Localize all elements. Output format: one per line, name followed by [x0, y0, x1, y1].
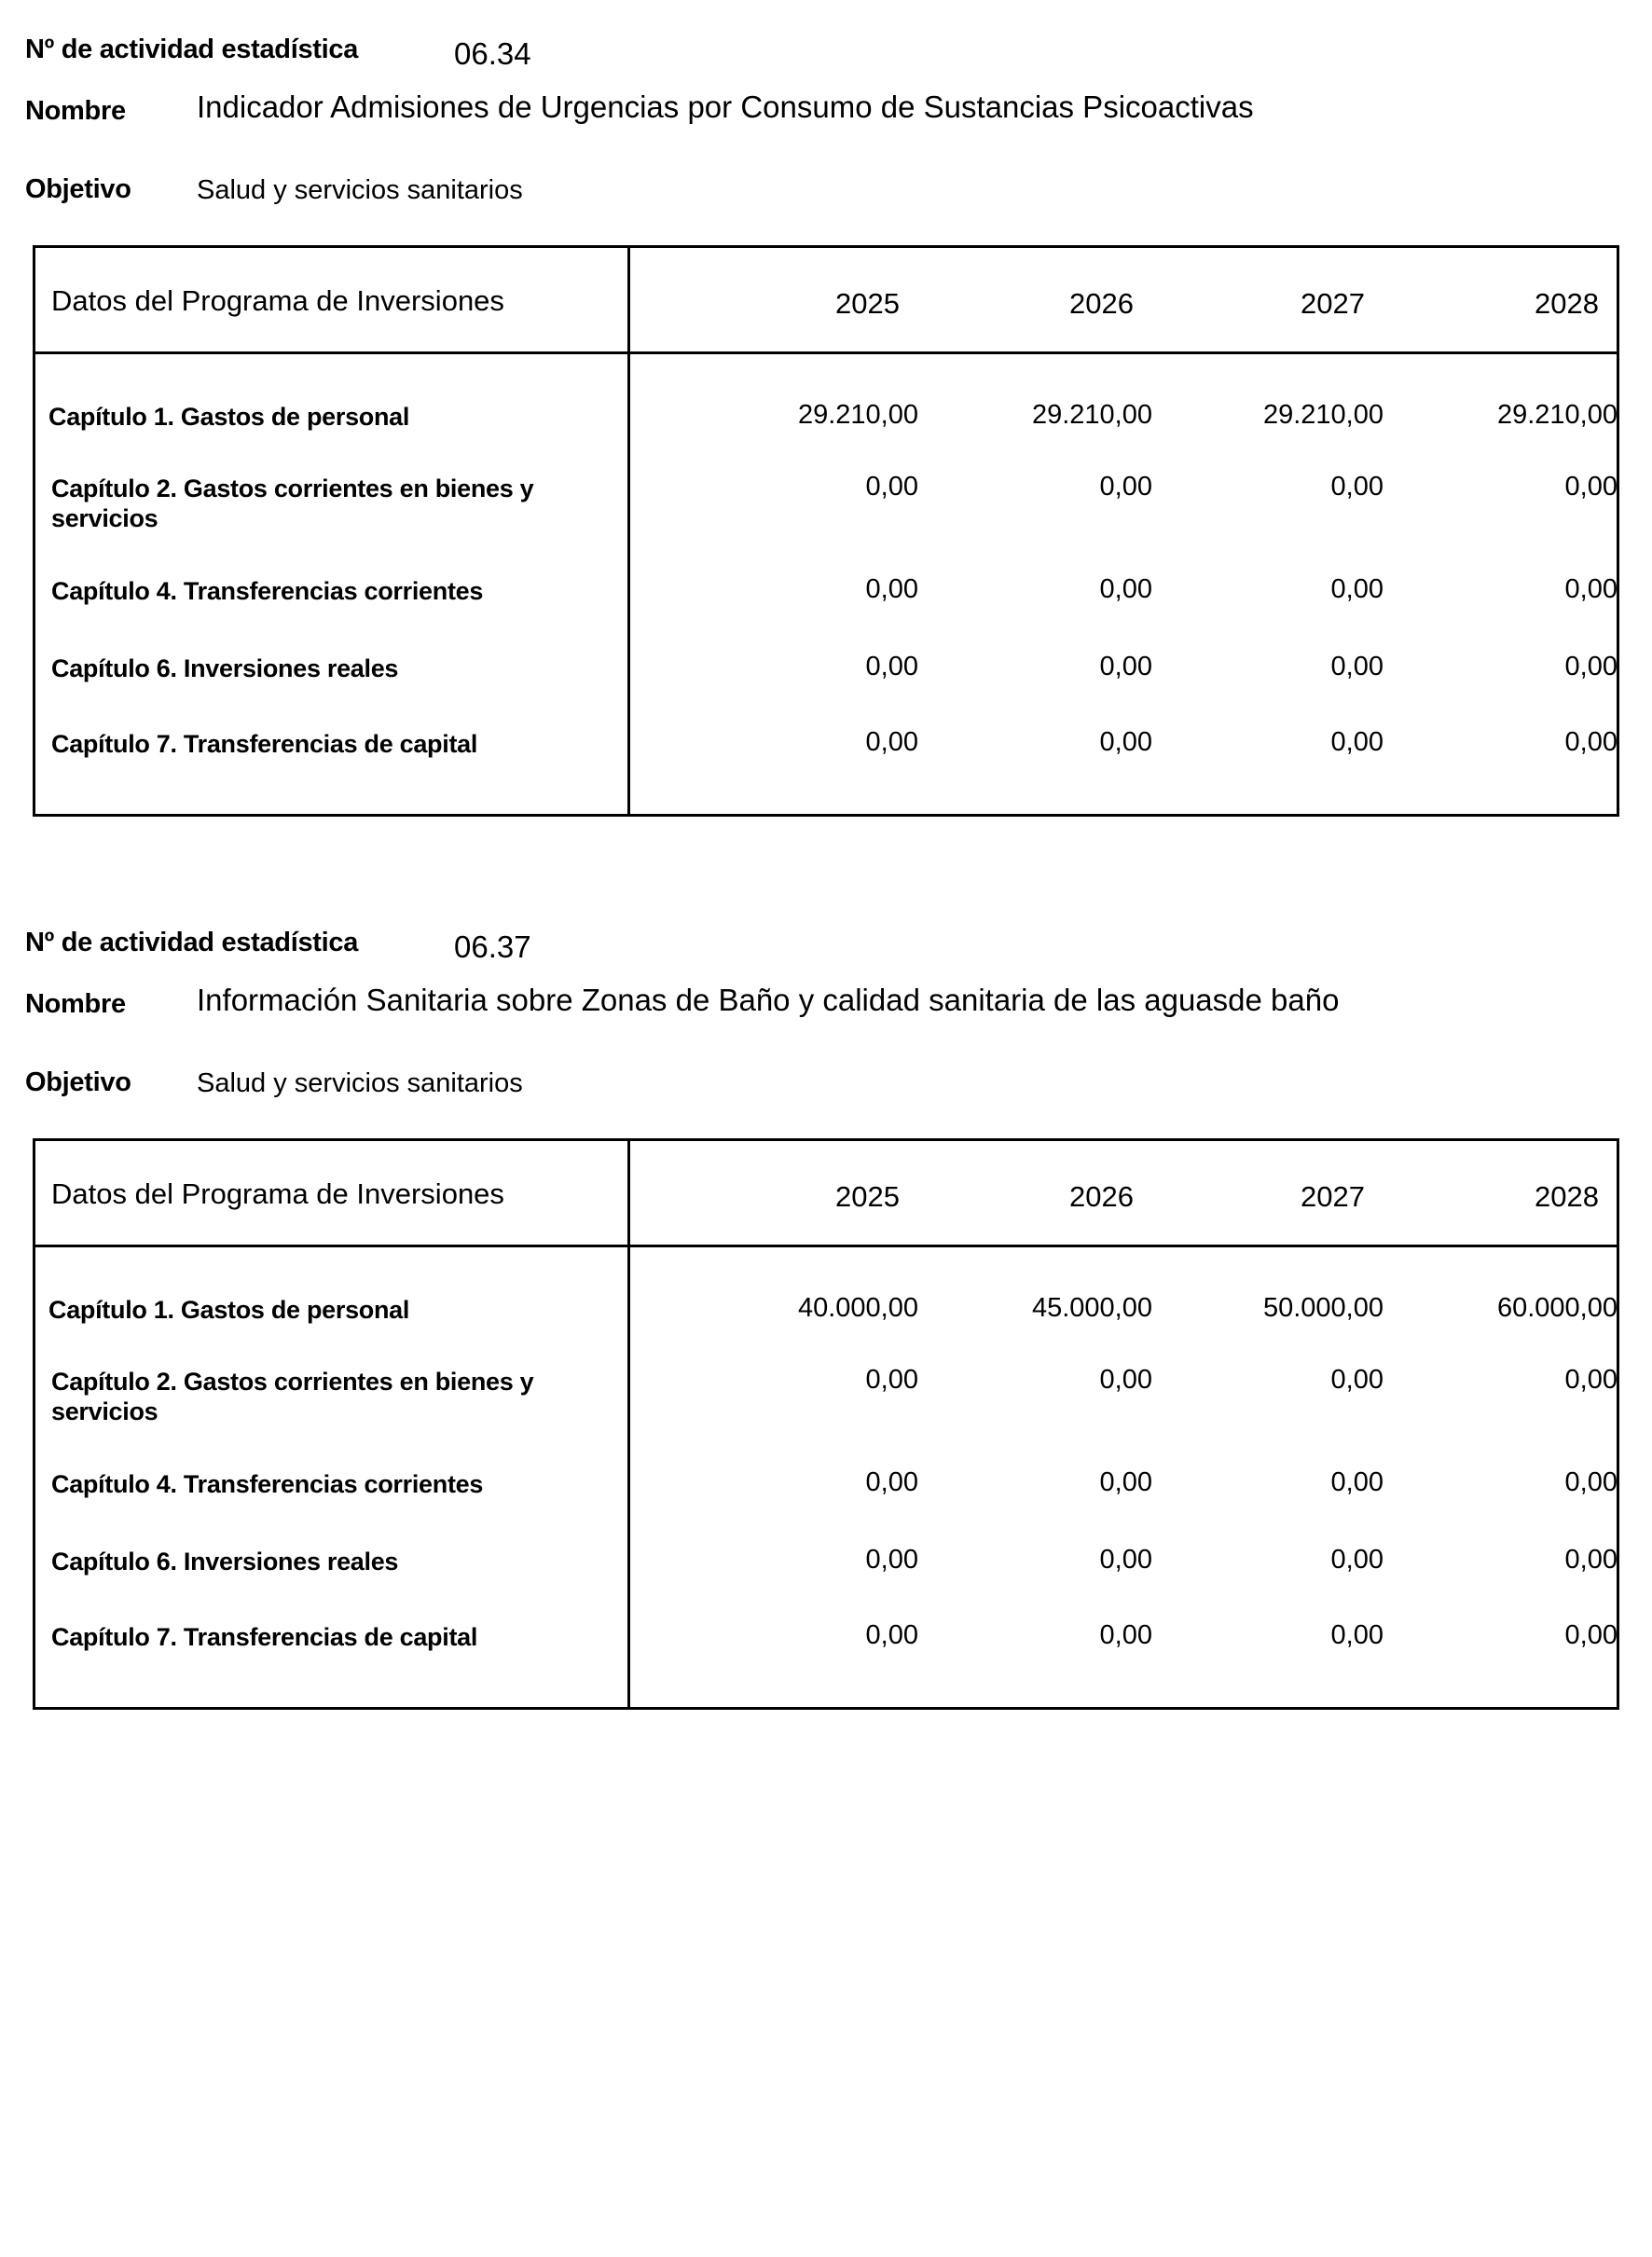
year-header: 2025 [835, 287, 900, 320]
table-cell: 45.000,00 [1031, 1293, 1152, 1323]
row-label: Capítulo 2. Gastos corrientes en bienes y servicios [51, 1368, 534, 1425]
table-cell: 0,00 [1099, 1467, 1152, 1497]
table-header-title: Datos del Programa de Inversiones [51, 1177, 504, 1210]
table-cell: 29.210,00 [1496, 400, 1618, 430]
table-cell: 0,00 [865, 727, 918, 757]
table-cell: 0,00 [1099, 1365, 1152, 1395]
table-cell: 0,00 [1330, 472, 1384, 502]
table-cell: 0,00 [1099, 574, 1152, 604]
table-cell: 40.000,00 [797, 1293, 918, 1323]
table-header-title: Datos del Programa de Inversiones [51, 284, 504, 317]
year-header: 2027 [1301, 287, 1365, 320]
activity-number-label: Nº de actividad estadística [25, 34, 359, 64]
year-header: 2026 [1069, 1180, 1134, 1213]
table-cell: 0,00 [865, 1467, 918, 1497]
row-label: Capítulo 4. Transferencias corrientes [51, 577, 484, 605]
table-cell: 0,00 [1564, 727, 1618, 757]
table-cell: 0,00 [1099, 472, 1152, 502]
table-cell: 29.210,00 [1031, 400, 1152, 430]
activity-number: 06.34 [454, 36, 531, 71]
year-header: 2026 [1069, 287, 1134, 320]
table-cell: 0,00 [865, 1365, 918, 1395]
table-cell: 0,00 [1330, 1545, 1384, 1575]
table-cell: 0,00 [865, 472, 918, 502]
year-header: 2025 [835, 1180, 900, 1213]
table-divider-vertical [627, 1141, 630, 1707]
table-cell: 0,00 [865, 1545, 918, 1575]
name-label: Nombre [25, 96, 126, 126]
table-divider-vertical [627, 248, 630, 814]
row-label: Capítulo 6. Inversiones reales [51, 1548, 399, 1576]
row-label: Capítulo 7. Transferencias de capital [51, 1623, 478, 1651]
table-cell: 0,00 [1330, 652, 1384, 681]
year-header: 2028 [1535, 287, 1599, 320]
table-cell: 50.000,00 [1262, 1293, 1384, 1323]
activity-objective: Salud y servicios sanitarios [197, 1068, 523, 1098]
table-cell: 0,00 [1564, 1365, 1618, 1395]
table-cell: 0,00 [1330, 574, 1384, 604]
table-divider-horizontal [35, 351, 1617, 354]
row-label: Capítulo 7. Transferencias de capital [51, 730, 478, 758]
table-cell: 60.000,00 [1496, 1293, 1618, 1323]
row-label: Capítulo 1. Gastos de personal [48, 403, 410, 431]
activity-name: Información Sanitaria sobre Zonas de Baño y calidad sanitaria de las aguasde baño [197, 983, 1340, 1017]
table-divider-horizontal [35, 1245, 1617, 1247]
table-cell: 0,00 [1330, 1467, 1384, 1497]
row-label: Capítulo 4. Transferencias corrientes [51, 1470, 484, 1498]
table-cell: 0,00 [1099, 1545, 1152, 1575]
investment-table [33, 245, 1619, 817]
table-cell: 0,00 [865, 652, 918, 681]
investment-table [33, 1138, 1619, 1710]
table-cell: 0,00 [1564, 652, 1618, 681]
table-cell: 0,00 [1564, 1467, 1618, 1497]
table-cell: 0,00 [1564, 472, 1618, 502]
table-cell: 0,00 [1330, 1365, 1384, 1395]
table-cell: 0,00 [865, 1620, 918, 1650]
name-label: Nombre [25, 989, 126, 1019]
table-cell: 0,00 [1099, 1620, 1152, 1650]
year-header: 2028 [1535, 1180, 1599, 1213]
activity-number-label: Nº de actividad estadística [25, 928, 359, 957]
table-cell: 0,00 [865, 574, 918, 604]
table-cell: 0,00 [1564, 1620, 1618, 1650]
activity-objective: Salud y servicios sanitarios [197, 175, 523, 205]
table-cell: 0,00 [1099, 727, 1152, 757]
row-label: Capítulo 2. Gastos corrientes en bienes y servicios [51, 475, 534, 532]
table-cell: 29.210,00 [797, 400, 918, 430]
row-label: Capítulo 1. Gastos de personal [48, 1296, 410, 1324]
table-cell: 0,00 [1564, 574, 1618, 604]
table-cell: 0,00 [1330, 1620, 1384, 1650]
row-label: Capítulo 6. Inversiones reales [51, 654, 399, 682]
table-cell: 0,00 [1330, 727, 1384, 757]
objective-label: Objetivo [25, 174, 131, 204]
table-cell: 0,00 [1099, 652, 1152, 681]
table-cell: 29.210,00 [1262, 400, 1384, 430]
year-header: 2027 [1301, 1180, 1365, 1213]
activity-number: 06.37 [454, 929, 531, 964]
table-cell: 0,00 [1564, 1545, 1618, 1575]
objective-label: Objetivo [25, 1067, 131, 1097]
activity-name: Indicador Admisiones de Urgencias por Consumo de Sustancias Psicoactivas [197, 89, 1254, 124]
